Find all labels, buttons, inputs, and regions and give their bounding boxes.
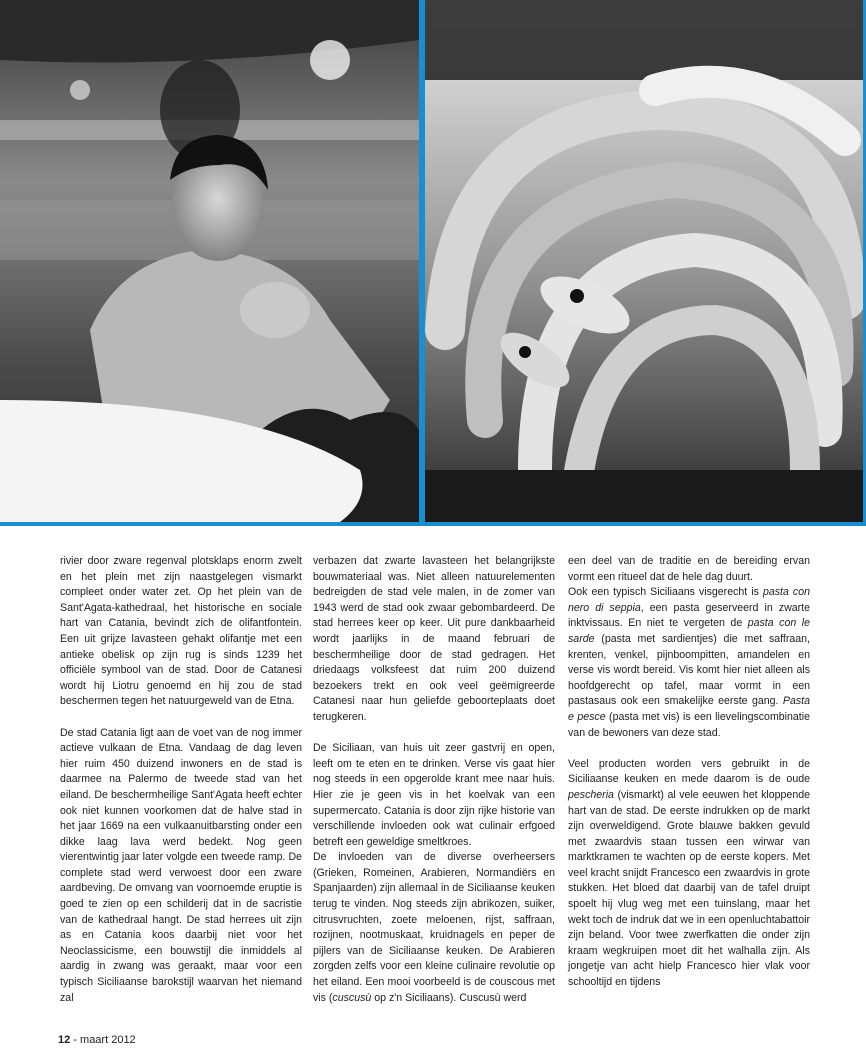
text-run: , een pasta geserveerd in zwarte inktvissaus. En niet te vergeten de	[568, 601, 810, 630]
fish-photo-icon	[425, 0, 863, 522]
boy-photo-icon	[0, 0, 419, 522]
issue-date: maart 2012	[80, 1034, 136, 1046]
paragraph: verbazen dat zwarte lavasteen het belangrijkste bouwmateriaal was. Niet alleen natuurelementen bedreigden de stad vele malen, in de zomer van 1943 werd de stad ook zwaar gebombardeerd. De stad herrees keer op keer. Uit pure dankbaarheid wordt jaarlijks in de maand februari de beschermheilige door de stad gedragen. Het driedaags volksfeest dat ruim 200 duizend bezoekers trekt en ook veel geëmigreerde Catanesi naar hun geliefde geboorteplaats doet terugkeren.	[313, 555, 555, 723]
paragraph: De Siciliaan, van huis uit zeer gastvrij en open, leeft om te eten en te drinken. Verse vis gaat hier nog steeds in een opgerolde krant mee naar huis. Hier zie je geen vis in het koelvak van een supermercato. Catania is door zijn rijke historie van verschillende invloeden ook wat culinair erfgoed betreft een geweldige smeltkroes.	[313, 742, 555, 848]
article-body	[60, 554, 810, 1004]
paragraph	[568, 585, 810, 741]
page-footer	[58, 1034, 136, 1046]
paragraph: rivier door zware regenval plotsklaps enorm zwelt en het plein met zijn naastgelegen vismarkt compleet onder water zet. Op het plein van de Sant'Agata-kathedraal, het historische en sociale hart van Catania, bevindt zich de olifantfontein. Een uit grijze lavasteen gehakt olifantje met een antieke obelisk op zijn rug is sinds 1239 het officiële symbool van de stad. Door de Catanesi wordt hij Liotru genoemd en hij zou de stad beschermen tegen het natuurgeweld van de Etna.	[60, 555, 302, 708]
paragraph: een deel van de traditie en de bereiding ervan vormt een ritueel dat de hele dag duurt.	[568, 555, 810, 583]
paragraph: De stad Catania ligt aan de voet van de nog immer actieve vulkaan de Etna. Vandaag de dag leven hier ruim 450 duizend inwoners en de stad is daarmee na Palermo de tweede stad van het eiland. De beschermheilige Sant'Agata heeft echter ook niet kunnen voorkomen dat de halve stad in het jaar 1669 na een vulkaanuitbarsting onder een dikke laag lava werd bedekt. Nog geen vierentwintig jaar later volgde een tweede ramp. De complete stad werd verwoest door een zware aardbeving. De omvang van voornoemde eruptie is goed te zien op een schilderij dat in de sacristie van de kathedraal hangt. De stad herrees uit zijn as en Catania koos daarbij niet voor het Neoclassicisme, een bouwstijl die inmiddels al aardig in zwang was geraakt, maar voor een typisch Siciliaanse barokstijl waarvan het niemand zal	[60, 726, 302, 1004]
text-run-italic: pescheria	[568, 788, 614, 801]
text-run-italic: Pasta e pesce	[568, 695, 810, 723]
page-number: 12	[58, 1034, 71, 1046]
text-column-2	[313, 554, 555, 1006]
text-run: (pasta met sardientjes) die met saffraan, krenten, venkel, pijnboompitten, amandelen en verse vis wordt bereid. Vis komt hier niet alleen als hoofdgerecht op tafel, maar vormt in een pastasaus ook een smakelijke eerste gang.	[568, 632, 810, 708]
text-run-italic: cuscusù	[332, 991, 372, 1004]
text-column-1	[60, 554, 302, 1006]
text-run: Ook een typisch Siciliaans visgerecht is	[568, 586, 763, 599]
text-run: Veel producten worden vers gebruikt in de Siciliaanse keuken en mede daarom is de oude	[568, 757, 810, 786]
text-run: De invloeden van de diverse overheersers (Grieken, Romeinen, Arabieren, Normandiërs en Spanjaarden) zijn allemaal in de Siciliaanse keuken terug te vinden. Nog steeds zijn abrikozen, suiker, citrusvruchten, zoete meloenen, rijst, saffraan, rozijnen, nootmuskaat, kruidnagels en peper de pijlers van de Siciliaanse keuken. De Arabieren zorgden zelfs voor een kleine culinaire revolutie op het eiland. Een mooi voorbeeld is de couscous met vis (	[313, 851, 555, 1004]
text-column-3	[568, 554, 810, 991]
photo-coiled-scabbardfish	[425, 0, 863, 522]
text-run: (vismarkt) al vele eeuwen het kloppende hart van de stad. De eerste indrukken op de markt zijn overweldigend. Grote blauwe bakken gevuld met zwaardvis staan tussen een wirwar van marktkramen te wachten op de eerste kopers. Met veel kracht snijdt Francesco een zwaardvis in grote stukken. Het bloed dat daarbij van de tafel druipt spoelt hij vlug weg met een tuinslang, maar het wekt toch de indruk dat we in een openluchtabattoir zijn beland. Voor twee zwerfkatten die onder zijn kraam wegkruipen moet dit het walhalla zijn. Als jongetje van acht hielp Francesco hier vlak voor schooltijd en tijdens	[568, 788, 810, 989]
photo-boy-at-fish-market	[0, 0, 419, 522]
text-run: op z'n Siciliaans). Cuscusù werd	[371, 991, 527, 1004]
text-run: (pasta met vis) is een lievelingscombinatie van de bewoners van deze stad.	[568, 710, 810, 739]
paragraph	[568, 757, 810, 991]
paragraph	[313, 850, 555, 1006]
footer-separator: -	[70, 1034, 81, 1046]
text-run-italic: pasta con nero di seppia	[568, 586, 810, 614]
text-run-italic: pasta con le sarde	[568, 617, 810, 645]
